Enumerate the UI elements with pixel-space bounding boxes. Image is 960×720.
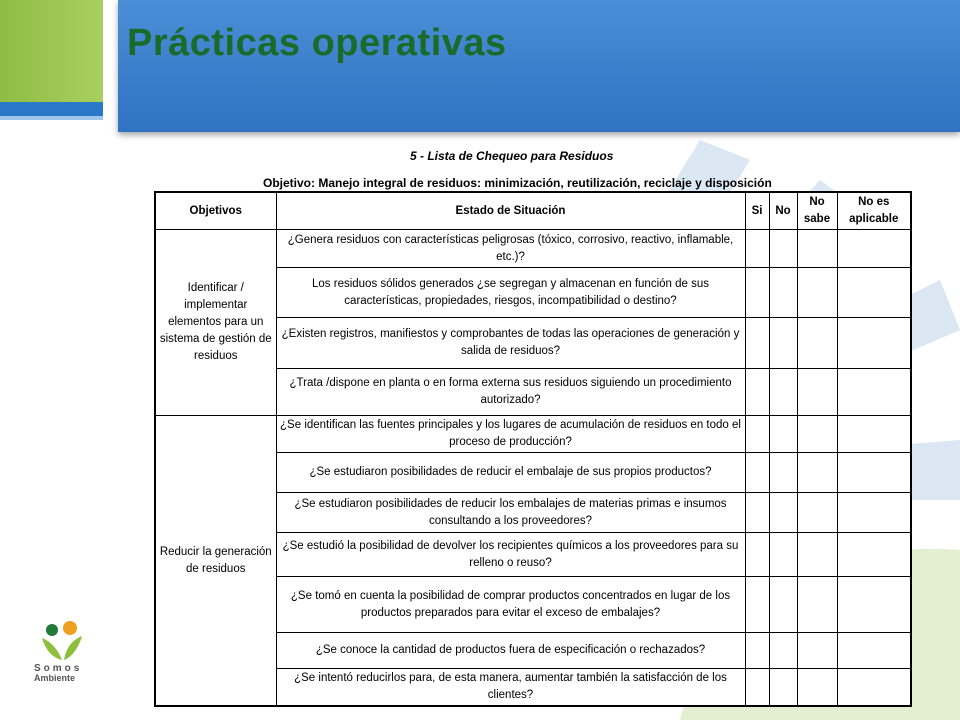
answer-no-cell[interactable] (769, 533, 797, 577)
question-cell: ¿Se tomó en cuenta la posibilidad de comprar productos concentrados en lugar de los productos preparados para evitar el exceso de embalajes? (276, 577, 745, 633)
document-title: 5 - Lista de Chequeo para Residuos (410, 149, 614, 163)
question-cell: ¿Se identifican las fuentes principales y los lugares de acumulación de residuos en todo el proceso de producción? (276, 416, 745, 453)
checklist-table (154, 191, 912, 707)
header-objetivos: Objetivos (155, 192, 276, 230)
objective-cell: Identificar / implementar elementos para un sistema de gestión de residuos (155, 230, 276, 416)
question-cell: ¿Se intentó reducirlos para, de esta manera, aumentar también la satisfacción de los clientes? (276, 669, 745, 707)
answer-no-cell[interactable] (769, 577, 797, 633)
answer-no-cell[interactable] (769, 268, 797, 318)
question-cell: Los residuos sólidos generados ¿se segregan y almacenan en función de sus características, propiedades, riesgos, incompatibilidad o destino? (276, 268, 745, 318)
answer-no-sabe-cell[interactable] (797, 416, 837, 453)
answer-no-sabe-cell[interactable] (797, 453, 837, 493)
answer-no-sabe-cell[interactable] (797, 669, 837, 707)
question-cell: ¿Se estudió la posibilidad de devolver los recipientes químicos a los proveedores para su relleno o reuso? (276, 533, 745, 577)
answer-si-cell[interactable] (745, 369, 769, 416)
answer-no-sabe-cell[interactable] (797, 318, 837, 369)
answer-si-cell[interactable] (745, 669, 769, 707)
answer-no-aplica-cell[interactable] (837, 230, 911, 268)
answer-no-aplica-cell[interactable] (837, 416, 911, 453)
logo-text-somos: Somos (34, 663, 83, 674)
answer-si-cell[interactable] (745, 493, 769, 533)
logo-text-ambiente: Ambiente (34, 673, 76, 683)
answer-no-cell[interactable] (769, 230, 797, 268)
answer-no-aplica-cell[interactable] (837, 577, 911, 633)
answer-no-aplica-cell[interactable] (837, 453, 911, 493)
question-cell: ¿Trata /dispone en planta o en forma externa sus residuos siguiendo un procedimiento autorizado? (276, 369, 745, 416)
header-band (118, 0, 960, 132)
header-no: No (769, 192, 797, 230)
answer-si-cell[interactable] (745, 230, 769, 268)
answer-no-cell[interactable] (769, 416, 797, 453)
question-cell: ¿Se estudiaron posibilidades de reducir el embalaje de sus propios productos? (276, 453, 745, 493)
answer-no-cell[interactable] (769, 669, 797, 707)
question-cell: ¿Se estudiaron posibilidades de reducir los embalajes de materias primas e insumos consultando a los proveedores? (276, 493, 745, 533)
answer-si-cell[interactable] (745, 577, 769, 633)
question-cell: ¿Existen registros, manifiestos y comprobantes de todas las operaciones de generación y salida de residuos? (276, 318, 745, 369)
table-header-row (155, 192, 911, 230)
answer-no-cell[interactable] (769, 369, 797, 416)
header-si: Si (745, 192, 769, 230)
answer-no-sabe-cell[interactable] (797, 493, 837, 533)
left-accent-bar (0, 0, 103, 102)
question-cell: ¿Genera residuos con características peligrosas (tóxico, corrosivo, reactivo, inflamable, etc.)? (276, 230, 745, 268)
answer-no-aplica-cell[interactable] (837, 669, 911, 707)
answer-no-sabe-cell[interactable] (797, 268, 837, 318)
answer-si-cell[interactable] (745, 318, 769, 369)
answer-no-aplica-cell[interactable] (837, 633, 911, 669)
answer-si-cell[interactable] (745, 533, 769, 577)
table-row (155, 230, 911, 268)
answer-no-aplica-cell[interactable] (837, 493, 911, 533)
answer-si-cell[interactable] (745, 453, 769, 493)
answer-no-aplica-cell[interactable] (837, 268, 911, 318)
left-light-stripe (0, 116, 103, 120)
answer-no-sabe-cell[interactable] (797, 577, 837, 633)
page-title: Prácticas operativas (127, 22, 507, 64)
answer-no-sabe-cell[interactable] (797, 633, 837, 669)
answer-no-cell[interactable] (769, 633, 797, 669)
answer-no-sabe-cell[interactable] (797, 533, 837, 577)
question-cell: ¿Se conoce la cantidad de productos fuera de especificación o rechazados? (276, 633, 745, 669)
objective-cell: Reducir la generación de residuos (155, 416, 276, 707)
table-row (155, 416, 911, 453)
header-estado: Estado de Situación (276, 192, 745, 230)
answer-no-aplica-cell[interactable] (837, 369, 911, 416)
answer-no-sabe-cell[interactable] (797, 369, 837, 416)
header-no-aplica: No es aplicable (837, 192, 911, 230)
answer-no-sabe-cell[interactable] (797, 230, 837, 268)
document-objective: Objetivo: Manejo integral de residuos: minimización, reutilización, reciclaje y disposición (263, 176, 772, 190)
answer-si-cell[interactable] (745, 268, 769, 318)
answer-no-cell[interactable] (769, 318, 797, 369)
left-blue-stripe (0, 102, 103, 116)
header-no-sabe: No sabe (797, 192, 837, 230)
answer-no-aplica-cell[interactable] (837, 318, 911, 369)
answer-no-cell[interactable] (769, 493, 797, 533)
answer-no-aplica-cell[interactable] (837, 533, 911, 577)
answer-si-cell[interactable] (745, 633, 769, 669)
answer-no-cell[interactable] (769, 453, 797, 493)
answer-si-cell[interactable] (745, 416, 769, 453)
